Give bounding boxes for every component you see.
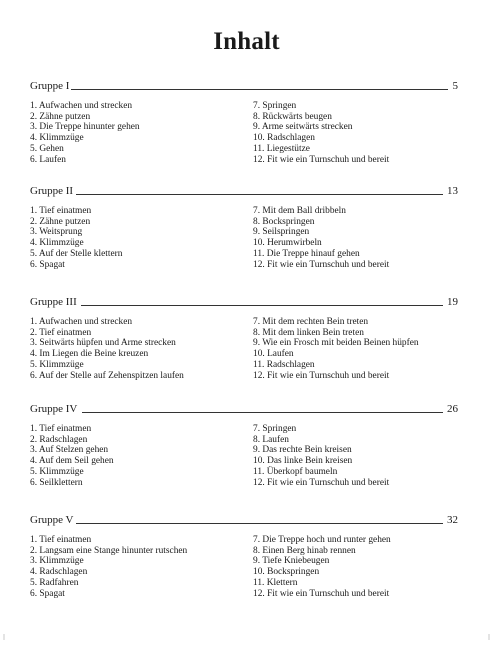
list-item: 12. Fit wie ein Turnschuh und bereit [253, 154, 390, 165]
group-heading [30, 402, 458, 416]
list-item: 1. Aufwachen und strecken [30, 101, 133, 111]
list-item: 4. Im Liegen die Beine kreuzen [30, 349, 149, 360]
toc-group-1 [30, 79, 458, 165]
list-item: 3. Die Treppe hinunter gehen [30, 122, 140, 133]
list-item: 10. Laufen [253, 349, 294, 360]
leader-line [81, 305, 443, 306]
list-item: 2. Tief einatmen [30, 327, 92, 338]
list-item: 2. Langsam eine Stange hinunter rutschen [30, 545, 188, 556]
list-item: 12. Fit wie ein Turnschuh und bereit [253, 259, 390, 270]
list-item: 8. Einen Berg hinab rennen [253, 545, 356, 556]
list-item: 11. Überkopf baumeln [253, 466, 338, 477]
page-number: 26 [447, 403, 458, 415]
list-item: 7. Springen [253, 101, 297, 111]
leader-line [82, 412, 443, 413]
list-item: 10. Das linke Bein kreisen [253, 456, 353, 467]
list-item: 11. Radschlagen [253, 359, 315, 370]
list-item: 8. Bockspringen [253, 216, 315, 227]
page-number: 19 [447, 296, 458, 308]
exercise-list-right [253, 424, 389, 488]
list-item: 2. Radschlagen [30, 434, 88, 445]
list-item: 10. Herumwirbeln [253, 238, 322, 249]
list-item: 1. Tief einatmen [30, 535, 92, 545]
exercise-list-left [30, 101, 140, 165]
list-item: 3. Seitwärts hüpfen und Arme strecken [30, 338, 176, 349]
group-heading [30, 513, 458, 527]
list-item: 4. Radschlagen [30, 567, 88, 578]
list-item: 6. Laufen [30, 154, 66, 165]
list-item: 5. Radfahren [30, 577, 79, 588]
page-number: 5 [452, 80, 458, 92]
list-item: 9. Seilspringen [253, 227, 310, 238]
group-title: Gruppe V [30, 514, 74, 526]
list-item: 11. Liegestütze [253, 143, 310, 154]
exercise-list-left [30, 206, 122, 270]
list-item: 5. Auf der Stelle klettern [30, 248, 123, 259]
page-number: 13 [447, 185, 458, 197]
leader-line [76, 523, 443, 524]
group-heading [30, 295, 458, 309]
list-item: 1. Aufwachen und strecken [30, 317, 133, 327]
leader-line [71, 89, 448, 90]
exercise-list-left [30, 424, 114, 488]
list-item: 6. Seilklettern [30, 477, 83, 488]
leader-line [76, 194, 443, 195]
list-item: 3. Klimmzüge [30, 556, 84, 567]
list-item: 1. Tief einatmen [30, 424, 92, 434]
list-item: 5. Klimmzüge [30, 359, 84, 370]
toc-group-3 [30, 295, 458, 381]
list-item: 4. Klimmzüge [30, 238, 84, 249]
list-item: 7. Mit dem Ball dribbeln [253, 206, 346, 216]
list-item: 4. Auf dem Seil gehen [30, 456, 114, 467]
toc-group-2 [30, 184, 458, 270]
list-item: 2. Zähne putzen [30, 216, 91, 227]
list-item: 7. Springen [253, 424, 297, 434]
exercise-list-right [253, 317, 419, 381]
list-item: 9. Tiefe Kniebeugen [253, 556, 330, 567]
exercise-list-left [30, 317, 184, 381]
group-title: Gruppe I [30, 80, 70, 92]
list-item: 1. Tief einatmen [30, 206, 92, 216]
list-item: 6. Auf der Stelle auf Zehenspitzen laufen [30, 370, 184, 381]
exercise-list-right [253, 101, 389, 165]
exercise-list-right [253, 535, 391, 599]
list-item: 11. Die Treppe hinauf gehen [253, 248, 360, 259]
group-title: Gruppe II [30, 185, 74, 197]
list-item: 4. Klimmzüge [30, 133, 84, 144]
list-item: 9. Arme seitwärts strecken [253, 122, 353, 133]
list-item: 5. Gehen [30, 143, 64, 154]
list-item: 10. Radschlagen [253, 133, 315, 144]
list-item: 8. Mit dem linken Bein treten [253, 327, 364, 338]
list-item: 7. Die Treppe hoch und runter gehen [253, 535, 391, 545]
group-heading [30, 184, 458, 198]
group-title: Gruppe III [30, 296, 77, 308]
crop-mark-icon [3, 634, 9, 640]
exercise-list-left [30, 535, 187, 599]
list-item: 8. Laufen [253, 434, 289, 445]
list-item: 5. Klimmzüge [30, 466, 84, 477]
list-item: 9. Wie ein Frosch mit beiden Beinen hüpfen [253, 338, 419, 349]
list-item: 6. Spagat [30, 588, 65, 599]
list-item: 3. Auf Stelzen gehen [30, 445, 109, 456]
toc-group-4 [30, 402, 458, 488]
exercise-list-right [253, 206, 389, 270]
list-item: 9. Das rechte Bein kreisen [253, 445, 352, 456]
page-number: 32 [447, 514, 458, 526]
group-heading [30, 79, 458, 93]
toc-group-5 [30, 513, 458, 599]
group-title: Gruppe IV [30, 403, 78, 415]
crop-mark-icon [484, 634, 490, 640]
list-item: 11. Klettern [253, 577, 298, 588]
list-item: 10. Bockspringen [253, 567, 320, 578]
list-item: 12. Fit wie ein Turnschuh und bereit [253, 370, 390, 381]
list-item: 6. Spagat [30, 259, 65, 270]
list-item: 2. Zähne putzen [30, 111, 91, 122]
list-item: 8. Rückwärts beugen [253, 111, 332, 122]
list-item: 12. Fit wie ein Turnschuh und bereit [253, 588, 390, 599]
list-item: 3. Weitsprung [30, 227, 83, 238]
list-item: 12. Fit wie ein Turnschuh und bereit [253, 477, 390, 488]
page-title: Inhalt [213, 28, 280, 55]
list-item: 7. Mit dem rechten Bein treten [253, 317, 369, 327]
